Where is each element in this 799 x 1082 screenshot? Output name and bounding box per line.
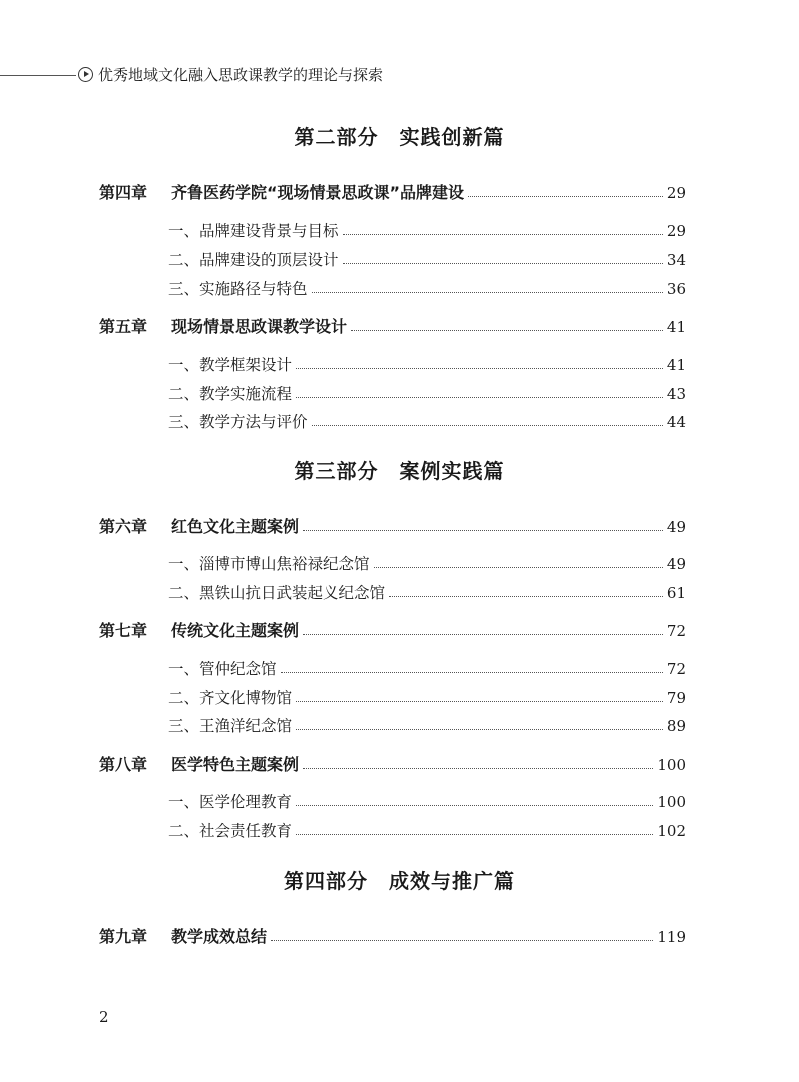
toc-chapter-8[interactable] — [99, 753, 686, 777]
chapter-title: 红色文化主题案例 — [171, 517, 300, 536]
leader-dots — [312, 291, 663, 293]
section-title: 一、教学框架设计 — [168, 356, 293, 374]
page-ref: 102 — [657, 822, 686, 840]
page-ref: 41 — [666, 356, 686, 374]
chapter-title: 传统文化主题案例 — [171, 621, 300, 640]
toc-section[interactable] — [168, 657, 686, 681]
page-ref: 49 — [666, 555, 686, 573]
toc-chapter-6[interactable] — [99, 515, 686, 539]
leader-dots — [271, 939, 653, 941]
toc-section[interactable] — [168, 353, 686, 377]
section-title: 二、社会责任教育 — [168, 822, 293, 840]
section-title: 三、实施路径与特色 — [168, 280, 308, 298]
page-ref: 89 — [666, 717, 686, 735]
section-title: 一、淄博市博山焦裕禄纪念馆 — [168, 555, 370, 573]
leader-dots — [296, 700, 663, 702]
page-ref: 43 — [666, 385, 686, 403]
page-ref: 29 — [666, 222, 686, 240]
toc-section[interactable] — [168, 790, 686, 814]
section-title: 三、王渔洋纪念馆 — [168, 717, 293, 735]
toc-section[interactable] — [168, 714, 686, 738]
section-title: 一、医学伦理教育 — [168, 793, 293, 811]
page-ref: 100 — [657, 756, 686, 774]
toc-section[interactable] — [168, 686, 686, 710]
toc-chapter-9[interactable] — [99, 925, 686, 949]
page-ref: 44 — [666, 413, 686, 431]
toc-section[interactable] — [168, 277, 686, 301]
page-number: 2 — [99, 1008, 109, 1026]
leader-dots — [281, 671, 663, 673]
leader-dots — [389, 595, 663, 597]
leader-dots — [343, 262, 663, 264]
part-heading: 第三部分 案例实践篇 — [294, 459, 505, 483]
section-title: 一、品牌建设背景与目标 — [168, 222, 339, 240]
header-rule — [0, 75, 76, 76]
chapter-number: 第七章 — [99, 621, 148, 640]
leader-dots — [303, 767, 653, 769]
page-ref: 79 — [666, 689, 686, 707]
leader-dots — [312, 424, 663, 426]
section-title: 二、黑铁山抗日武装起义纪念馆 — [168, 584, 386, 602]
toc-section[interactable] — [168, 219, 686, 243]
toc-section[interactable] — [168, 248, 686, 272]
toc-chapter-5[interactable] — [99, 315, 686, 339]
section-title: 三、教学方法与评价 — [168, 413, 308, 431]
toc-chapter-7[interactable] — [99, 619, 686, 643]
page-ref: 119 — [657, 928, 686, 946]
toc-chapter-4[interactable] — [99, 181, 686, 205]
leader-dots — [468, 195, 663, 197]
leader-dots — [296, 396, 663, 398]
chapter-number: 第五章 — [99, 317, 148, 336]
play-circle-icon — [78, 67, 93, 82]
chapter-number: 第四章 — [99, 183, 148, 202]
part-heading: 第二部分 实践创新篇 — [294, 125, 505, 149]
running-header — [0, 64, 799, 88]
page-ref: 72 — [666, 660, 686, 678]
section-title: 二、齐文化博物馆 — [168, 689, 293, 707]
leader-dots — [303, 529, 663, 531]
part-heading: 第四部分 成效与推广篇 — [284, 869, 515, 893]
page-ref: 61 — [666, 584, 686, 602]
chapter-title: 教学成效总结 — [171, 927, 268, 946]
page-ref: 34 — [666, 251, 686, 269]
leader-dots — [296, 833, 653, 835]
page-ref: 49 — [666, 518, 686, 536]
chapter-number: 第九章 — [99, 927, 148, 946]
toc-section[interactable] — [168, 552, 686, 576]
toc-section[interactable] — [168, 410, 686, 434]
leader-dots — [343, 233, 663, 235]
leader-dots — [296, 728, 663, 730]
page-ref: 72 — [666, 622, 686, 640]
chapter-number: 第六章 — [99, 517, 148, 536]
leader-dots — [303, 633, 663, 635]
chapter-title: 齐鲁医药学院“现场情景思政课”品牌建设 — [171, 183, 465, 202]
leader-dots — [296, 367, 663, 369]
toc-section[interactable] — [168, 581, 686, 605]
chapter-number: 第八章 — [99, 755, 148, 774]
page-ref: 36 — [666, 280, 686, 298]
chapter-title: 现场情景思政课教学设计 — [171, 317, 348, 336]
section-title: 二、教学实施流程 — [168, 385, 293, 403]
book-title: 优秀地域文化融入思政课教学的理论与探索 — [98, 66, 384, 84]
section-title: 一、管仲纪念馆 — [168, 660, 277, 678]
section-title: 二、品牌建设的顶层设计 — [168, 251, 339, 269]
leader-dots — [351, 329, 663, 331]
toc-section[interactable] — [168, 382, 686, 406]
page-ref: 41 — [666, 318, 686, 336]
page-ref: 100 — [657, 793, 686, 811]
page-ref: 29 — [666, 184, 686, 202]
toc-section[interactable] — [168, 819, 686, 843]
chapter-title: 医学特色主题案例 — [171, 755, 300, 774]
leader-dots — [296, 804, 653, 806]
leader-dots — [374, 566, 663, 568]
